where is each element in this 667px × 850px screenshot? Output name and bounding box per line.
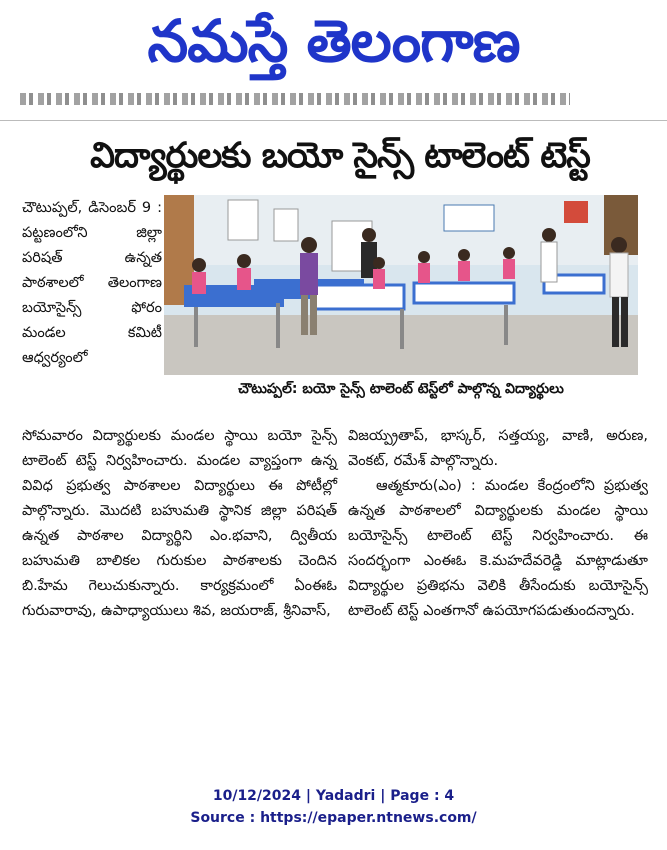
footer-source-link[interactable]: Source : https://epaper.ntnews.com/ [190, 810, 477, 826]
article-dateline-text: చౌటుప్పల్, డిసెంబర్ 9 : పట్టణంలోని జిల్లా పరిషత్ ఉన్నత పాఠశాలలో తెలంగాణ బయోసైన్స్ ఫోరం మండల కమిటీ ఆధ్వర్యంలో [22, 200, 162, 366]
article-paragraph-atmakur: ఆత్మకూరు(ఎం) : మండల కేంద్రంలోని ప్రభుత్వ ఉన్నత పాఠశాలలో విద్యార్థులకు మండల స్థాయి బయోసైన్స్ టాలెంట్ టెస్ట్ నిర్వహించారు. ఈ సందర్భంగా ఎంఈఓ కె.మహదేవరెడ్డి మాట్లాడుతూ విద్యార్థుల ప్రతిభను వెలికి తీసేందుకు బయోసైన్స్ టాలెంట్ టెస్ట్ ఎంతగానో ఉపయోగపడుతుందన్నారు. [348, 478, 648, 619]
newspaper-logo: నమస్తే తెలంగాణ [147, 7, 520, 75]
photo-caption: చౌటుప్పల్: బయో సైన్స్ టాలెంట్ టెస్ట్‌లో పాల్గొన్న విద్యార్థులు [238, 381, 564, 397]
article-paragraph-continuation: విజయ్ప్రతాప్, భాస్కర్, సత్తయ్య, వాణి, అరుణ, వెంకట్, రమేశ్ పాల్గొన్నారు. [348, 428, 648, 469]
classroom-photo-illustration [164, 195, 638, 375]
article-headline: విద్యార్థులకు బయో సైన్స్ టాలెంట్ టెస్ట్ [90, 136, 590, 176]
article-body-left: సోమవారం విద్యార్థులకు మండల స్థాయి బయో సైన్స్ టాలెంట్ టెస్ట్ నిర్వహించారు. మండల వ్యాప్తంగా ఉన్న వివిధ ప్రభుత్వ పాఠశాలల విద్యార్థులు ఈ పోటీల్లో పాల్గొన్నారు. మొదటి బహుమతి స్థానిక జిల్లా పరిషత్ ఉన్నత పాఠశాల విద్యార్థిని ఎం.భవాని, ద్వితీయ బహుమతి బాలికల గురుకుల పాఠశాలకు చెందిన బి.హేమ గెలుచుకున్నారు. కార్యక్రమంలో ఏంఈఓ గురువారావు, ఉపాధ్యాయులు శివ, జయరాజ్, శ్రీనివాస్, [22, 428, 337, 619]
article-body-right [348, 424, 648, 624]
footer-edition-info: 10/12/2024 | Yadadri | Page : 4 [212, 788, 455, 804]
article-photo [164, 195, 638, 375]
clipped-text-strip [20, 93, 570, 105]
masthead [0, 0, 667, 92]
